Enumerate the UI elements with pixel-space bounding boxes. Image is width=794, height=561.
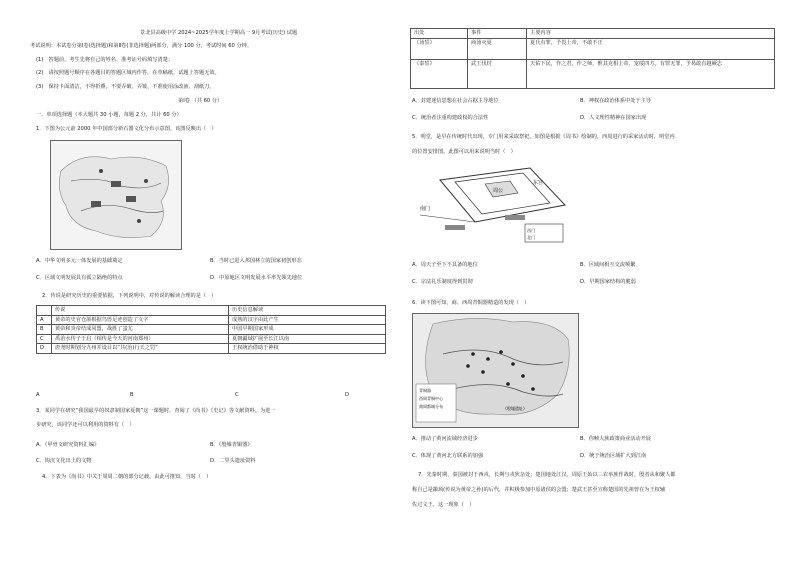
q2-answer-c[interactable]: C [235, 392, 239, 398]
map-label-duke: 周公 [493, 188, 504, 194]
map-label-west-gate: 西门 [527, 228, 535, 233]
exam-info: 考试说明：本试卷分第Ⅰ卷(选择题)和第Ⅱ卷(非选择题)两部分，满分 100 分，考试时间 60 分钟。 [30, 43, 253, 49]
q4-row-source: 《泰誓》 [411, 59, 468, 88]
q4-table [410, 28, 775, 89]
q2-head-interp: 历史信息解读 [229, 306, 386, 316]
q2-row-label: D [37, 344, 52, 354]
q4-row-event: 商汤灭夏 [468, 38, 527, 59]
q4-row-event: 武王伐纣 [468, 59, 527, 88]
q6-option-d[interactable]: D．统于统治区域扩大到江南 [580, 453, 647, 459]
q2-row-interp: 王权统治借助于神权 [229, 344, 386, 354]
q3-stem: 3．某同学在研究“我国最早的奴隶制国家夏朝”这一课题时，查阅了《尚书》《史记》等文献资料。为进一 [36, 408, 276, 414]
map-label-north-gate: 北门 [527, 235, 535, 240]
q3-option-a[interactable]: A．《甲骨文研究资料汇编》 [36, 442, 100, 448]
q2-table [36, 305, 386, 354]
q2-answer-a[interactable]: A [36, 392, 40, 398]
q5-stem: 5．明堂，是早在传统时代出现，专门用来采取祭祀，如图是根据《周书》绘制的，西周进行的采家活动时，明堂内 [412, 134, 675, 140]
map-label-south-gate: 南门 [420, 206, 431, 212]
legend-bronze: 青铜器 [419, 388, 431, 393]
legend-center: 西周青铜中心 [419, 396, 443, 401]
q5-option-c[interactable]: C．宗法礼乐制度得到贯彻 [412, 279, 473, 285]
q7-stem: 7．先秦时期，秦国被封于西戎，长期与戎狄杂处；楚国地处江汉，周原王始以三农举族作战时，殷者从和聚人都 [418, 472, 676, 478]
table-row [411, 38, 775, 59]
q3-option-d[interactable]: D．二里头遗址资料 [210, 458, 256, 464]
q4-head-content: 主要内容 [527, 29, 775, 39]
q2-row-legend: 黄帝和炎帝结成同盟，战胜了蚩尤 [52, 325, 229, 335]
q1-stem: 1．下图为公元前 2000 年中国部分新石器文化分布示意图。该图反映出（ ） [36, 126, 217, 132]
q5-mingtang-diagram [415, 160, 585, 248]
legend-capitals: 商周都城分布 [419, 404, 443, 409]
q2-row-legend: 黄帝的史官仓颉根据鸟兽足迹创造了文字 [52, 315, 229, 325]
table-row [37, 334, 386, 344]
q2-answer-b[interactable]: B [130, 392, 134, 398]
q5-stem-cont: 的位置安排图。此图可以用来说明当时（ ） [412, 149, 516, 155]
q4-head-source: 出处 [411, 29, 468, 39]
q1-option-c[interactable]: C．区域文明发展具有孤立隔绝的特点 [36, 275, 123, 281]
q2-head-blank [37, 306, 52, 316]
q7-stem-3: 佐过文王。这一现象（ ） [412, 502, 475, 508]
q2-row-legend: 唐尧时期划分九州并设目以“共(治)行天之罚” [52, 344, 229, 354]
q3-option-b[interactable]: B．《殷墟青铜器》 [210, 442, 253, 448]
q5-option-b[interactable]: B．区域间相互交流频繁 [580, 262, 636, 268]
q1-option-a[interactable]: A．中华文明多元一体发展的基础奠定 [36, 258, 123, 264]
q6-bronze-map [412, 313, 579, 428]
q1-option-b[interactable]: B．当时已进入邦国林立的国家初创形态 [210, 258, 302, 264]
q4-row-content: 天佑下民，作之君，作之师，惟其克相上帝，宠绥四方。有罪无罪，予曷敢有越厥志 [527, 59, 775, 88]
table-row [411, 59, 775, 88]
q6-option-a[interactable]: A．推动了黄河流域经济进步 [412, 436, 478, 442]
q7-stem-2: 称自己是颛顼(传说为黄帝之孙)的后代，并积极参加中原诸侯的会盟；楚武王甚至宣称楚国的先祖曾在为王权辅 [412, 487, 666, 493]
q2-row-interp: 中国早期国家形成 [229, 325, 386, 335]
q4-head-event: 事件 [468, 29, 527, 39]
q5-option-d[interactable]: D．早期国家结构的脆弱 [580, 279, 636, 285]
q2-row-interp: 夏朝疆域扩展至长江以南 [229, 334, 386, 344]
note-2: (2) 请按照题号顺序在各题目的答题区域内作答，在草稿纸、试题上答题无效。 [36, 70, 220, 76]
q2-answer-d[interactable]: D [345, 392, 349, 398]
q1-option-d[interactable]: D．中原地区文明发展水平率先领先地位 [210, 275, 303, 281]
table-row [37, 315, 386, 325]
table-row [37, 344, 386, 354]
exam-title: 景北县高级中学 2024~2025学年度上学期高一 9月考试(历史) 试题 [140, 30, 298, 36]
table-row [37, 325, 386, 335]
part-title: 第Ⅰ卷 （共 60 分） [178, 98, 223, 104]
q1-culture-map [50, 140, 182, 250]
note-3: (3) 保持卡面清洁，不得折叠，不要弄破、弄皱，不准使用涂改液、刮纸刀。 [36, 84, 215, 90]
q2-row-interp: 成熟的汉字由此产生 [229, 315, 386, 325]
q2-head-legend: 传说 [52, 306, 229, 316]
note-1: (1) 答题前，考生先将自己的姓名、准考证号码填写清楚； [36, 57, 174, 63]
q3-stem-cont: 步研究，该同学还可以利用的资料有（ ） [36, 422, 135, 428]
q2-row-label: B [37, 325, 52, 335]
q2-stem: 2．传说是研究历史的重要依据，下列说明中，对传说的解读合理的是（ ） [42, 293, 217, 299]
q4-option-b[interactable]: B．神权在政治体系中处于主导 [580, 98, 651, 104]
q4-row-source: 《汤誓》 [411, 38, 468, 59]
q6-option-c[interactable]: C．体现了黄河北方联系的加强 [412, 453, 484, 459]
q5-option-a[interactable]: A．周天子至下不具备的地位 [412, 262, 478, 268]
q4-row-content: 夏氏有罪，予畏上帝，不敢不正 [527, 38, 775, 59]
section-title: 一、单项选择题（本大题共 30 小题，每题 2 分，共计 60 分） [36, 112, 182, 118]
q6-option-b[interactable]: B．你帧大族政策商业活动开展 [580, 436, 651, 442]
map-label-east: 东宫 [533, 180, 544, 186]
map-label-yinxu: 《殷墟遗址》 [503, 406, 527, 411]
q4-option-a[interactable]: A．封建迷信思想在社会占据主导地位 [412, 98, 499, 104]
q2-row-legend: 禹治水传子于启（相传是今天的河南郑州） [52, 334, 229, 344]
q4-option-c[interactable]: C．统治者注重构建政权的合法性 [412, 115, 489, 121]
q2-row-label: A [37, 315, 52, 325]
q6-stem: 6．读下图可知，商、西周青铜器精造的发现（ ） [412, 300, 530, 306]
q2-row-label: C [37, 334, 52, 344]
q3-option-c[interactable]: C．钩沉文化出土的文物 [36, 458, 92, 464]
q4-stem: 4．下表为《尚书》中关于周周二朝的部分记载。由此可推知，当时（ ） [42, 474, 212, 480]
q4-option-d[interactable]: D．人文理性精神在国家出现 [580, 115, 647, 121]
